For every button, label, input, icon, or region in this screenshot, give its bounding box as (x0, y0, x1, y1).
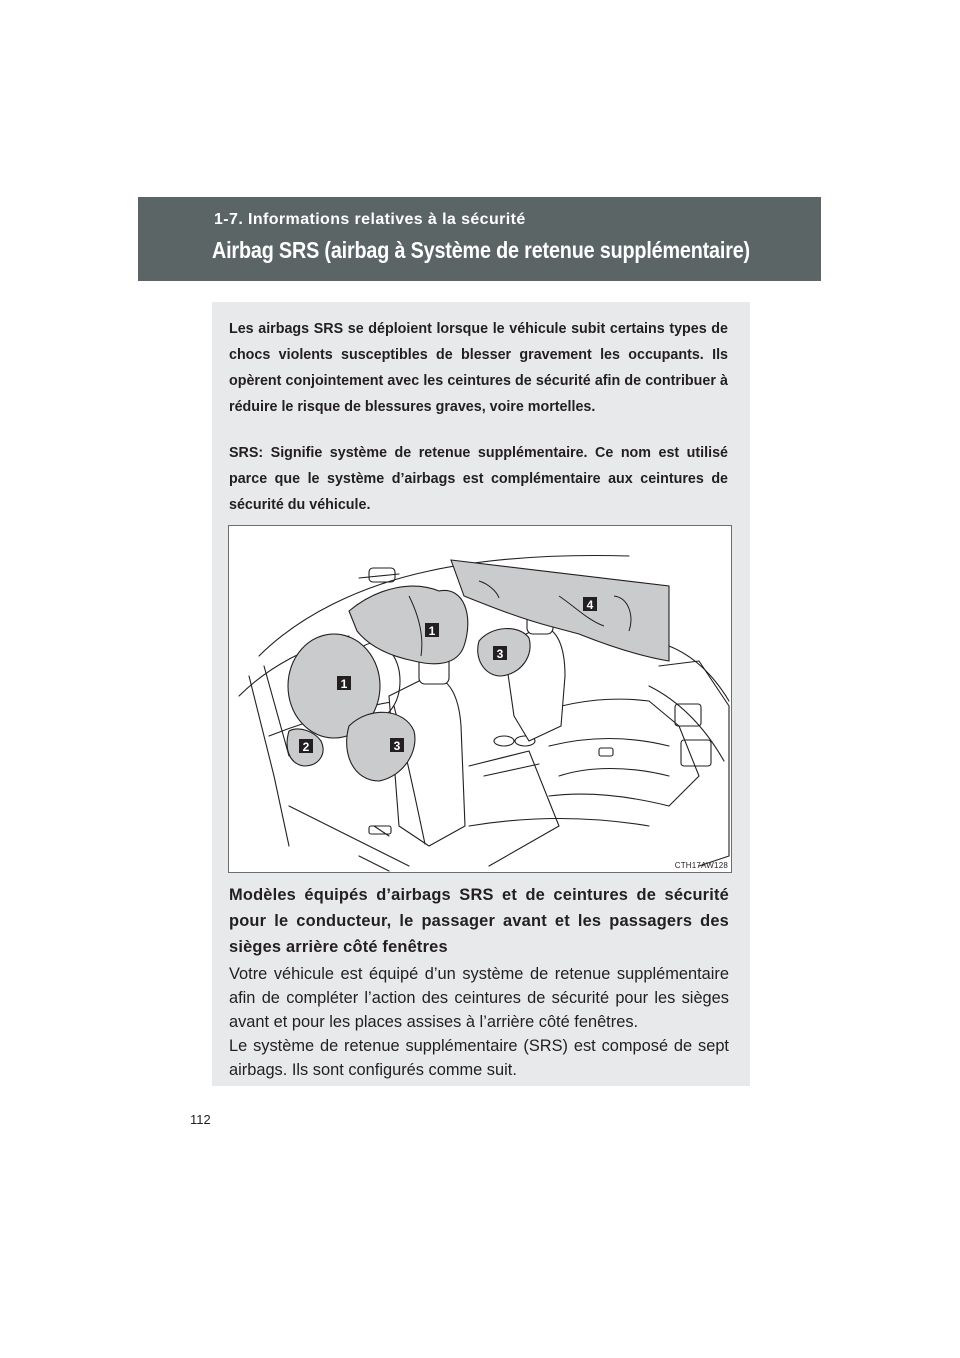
models-subheading: Modèles équipés d’airbags SRS et de ceintures de sécurité pour le conducteur, le passager avant et les passagers des sièges arrière côté fenêtres (229, 886, 729, 956)
callout-3-lower: 3 (393, 739, 401, 753)
body-text (229, 962, 729, 1082)
callout-1-lower: 1 (340, 677, 348, 691)
srs-definition: SRS: Signifie système de retenue supplémentaire. Ce nom est utilisé parce que le système d’airbags est complémentaire aux ceintures de sécurité du véhicule. (229, 445, 728, 513)
page-title: Airbag SRS (airbag à Système de retenue supplémentaire) (212, 237, 750, 263)
chapter-header (138, 197, 821, 281)
body-paragraph-1: Votre véhicule est équipé d’un système de retenue supplémentaire afin de compléter l’action des ceintures de sécurité pour les sièges avant et pour les places assises à l’arrière côté fenêtres. (229, 965, 729, 1031)
airbag-illustration (228, 525, 732, 873)
callout-2: 2 (302, 740, 310, 754)
callout-3-upper: 3 (496, 647, 504, 661)
page-number: 112 (190, 1112, 211, 1127)
callout-1-upper: 1 (428, 624, 436, 638)
car-interior-drawing (229, 526, 733, 874)
figure-code: CTH17AW128 (674, 861, 728, 870)
callout-4: 4 (586, 598, 594, 612)
section-label: 1-7. Informations relatives à la sécurité (214, 211, 526, 228)
content-panel (212, 302, 750, 1086)
intro-paragraph: Les airbags SRS se déploient lorsque le véhicule subit certains types de chocs violents susceptibles de blesser gravement les occupants. Ils opèrent conjointement avec les ceintures de sécurité afin de contribuer à réduire le risque de blessures graves, voire mortelles. (229, 321, 728, 415)
body-paragraph-2: Le système de retenue supplémentaire (SRS) est composé de sept airbags. Ils sont configurés comme suit. (229, 1037, 729, 1079)
